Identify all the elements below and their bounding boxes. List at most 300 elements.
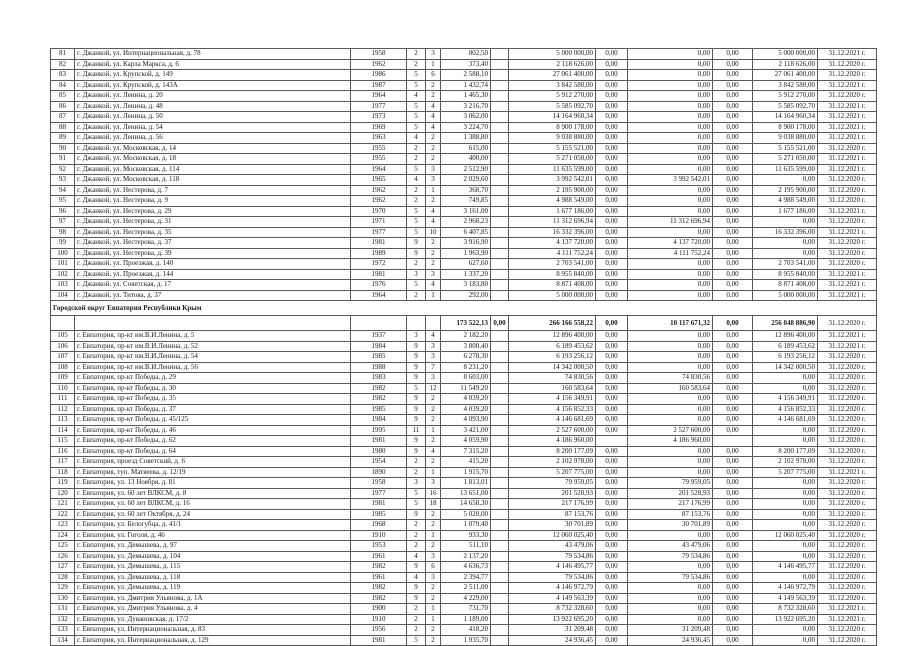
deadline-cell: 31.12.2021 г. (818, 269, 877, 280)
federal-funds-cell: 0,00 (596, 49, 628, 60)
total-cost-cell: 5 585 092,70 (509, 101, 596, 112)
owner-funds-cell: 8 955 840,00 (753, 269, 818, 280)
row-number-cell: 91 (51, 154, 75, 165)
regional-funds-cell: 0,00 (628, 280, 713, 291)
blank-cell (491, 436, 509, 447)
deadline-cell: 31.12.2020 г. (818, 394, 877, 405)
local-funds-cell: 0,00 (713, 488, 753, 499)
blank-cell (491, 562, 509, 573)
total-cost-cell: 2 102 978,00 (509, 457, 596, 468)
federal-funds-cell: 0,00 (596, 341, 628, 352)
table-row (51, 59, 877, 70)
federal-funds-cell: 0,00 (596, 122, 628, 133)
deadline-cell: 31.12.2020 г. (818, 404, 877, 415)
deadline-cell: 31.12.2020 г. (818, 425, 877, 436)
row-number-cell: 108 (51, 362, 75, 373)
owner-funds-cell: 12 060 025,40 (753, 530, 818, 541)
area-cell: 2 394,77 (441, 572, 491, 583)
year-built-cell: 1980 (351, 446, 407, 457)
entrances-cell: 2 (426, 520, 441, 531)
row-number-cell: 92 (51, 164, 75, 175)
regional-funds-cell: 0,00 (628, 415, 713, 426)
address-cell: г. Джанкой, ул. Интернациональная, д. 78 (75, 49, 351, 60)
total-cost-cell: 74 830,56 (509, 373, 596, 384)
blank-cell (491, 394, 509, 405)
group-total-cell: 256 048 886,90 (753, 316, 818, 331)
regional-funds-cell: 11 312 696,94 (628, 217, 713, 228)
entrances-cell: 2 (426, 238, 441, 249)
federal-funds-cell: 0,00 (596, 175, 628, 186)
year-built-cell: 1984 (351, 415, 407, 426)
owner-funds-cell: 0,00 (753, 478, 818, 489)
federal-funds-cell: 0,00 (596, 478, 628, 489)
regional-funds-cell: 4 111 752,24 (628, 248, 713, 259)
table-row (51, 467, 877, 478)
table-row (51, 509, 877, 520)
table-row (51, 604, 877, 615)
address-cell: г. Джанкой, ул. Нестерова, д. 35 (75, 227, 351, 238)
total-cost-cell: 4 146 972,79 (509, 583, 596, 594)
address-cell: г. Евпатория, пр-кт Победы, д. 35 (75, 394, 351, 405)
floors-cell: 5 (407, 80, 426, 91)
row-number-cell: 112 (51, 404, 75, 415)
regional-funds-cell: 43 479,06 (628, 541, 713, 552)
local-funds-cell: 0,00 (713, 352, 753, 363)
owner-funds-cell: 16 332 396,00 (753, 227, 818, 238)
federal-funds-cell: 0,00 (596, 488, 628, 499)
entrances-cell: 4 (426, 217, 441, 228)
area-cell: 1 963,90 (441, 248, 491, 259)
entrances-cell: 1 (426, 425, 441, 436)
floors-cell: 2 (407, 143, 426, 154)
area-cell: 4 059,90 (441, 436, 491, 447)
entrances-cell: 4 (426, 280, 441, 291)
local-funds-cell: 0,00 (713, 80, 753, 91)
year-built-cell: 1982 (351, 593, 407, 604)
row-number-cell: 129 (51, 583, 75, 594)
area-cell: 1 337,20 (441, 269, 491, 280)
deadline-cell: 31.12.2020 г. (818, 143, 877, 154)
row-number-cell: 99 (51, 238, 75, 249)
table-row (51, 562, 877, 573)
blank-cell (491, 604, 509, 615)
area-cell: 3 161,00 (441, 206, 491, 217)
row-number-cell: 88 (51, 122, 75, 133)
floors-cell: 2 (407, 614, 426, 625)
year-built-cell: 1982 (351, 562, 407, 573)
regional-funds-cell: 0,00 (628, 331, 713, 342)
federal-funds-cell: 0,00 (596, 70, 628, 81)
table-row (51, 614, 877, 625)
blank-cell (491, 583, 509, 594)
address-cell: г. Евпатория, пр-кт Победы, д. 46 (75, 425, 351, 436)
floors-cell: 9 (407, 415, 426, 426)
owner-funds-cell: 4 149 563,39 (753, 593, 818, 604)
table-row (51, 143, 877, 154)
floors-cell: 2 (407, 59, 426, 70)
address-cell: г. Евпатория, ул. Демышева, д. 118 (75, 572, 351, 583)
deadline-cell: 31.12.2020 г. (818, 583, 877, 594)
blank-cell (491, 541, 509, 552)
floors-cell: 2 (407, 625, 426, 636)
owner-funds-cell: 8 871 408,00 (753, 280, 818, 291)
entrances-cell: 2 (426, 196, 441, 207)
year-built-cell: 1985 (351, 404, 407, 415)
owner-funds-cell: 2 118 626,00 (753, 59, 818, 70)
area-cell: 8 231,20 (441, 362, 491, 373)
blank-cell (491, 164, 509, 175)
federal-funds-cell: 0,00 (596, 499, 628, 510)
row-number-cell: 89 (51, 133, 75, 144)
floors-cell: 3 (407, 269, 426, 280)
area-cell: 2 968,23 (441, 217, 491, 228)
local-funds-cell: 0,00 (713, 101, 753, 112)
deadline-cell: 31.12.2021 г. (818, 331, 877, 342)
owner-funds-cell: 4 146 972,79 (753, 583, 818, 594)
area-cell: 6 407,85 (441, 227, 491, 238)
row-number-cell: 87 (51, 112, 75, 123)
entrances-cell: 3 (426, 551, 441, 562)
area-cell: 2 182,20 (441, 331, 491, 342)
address-cell: г. Евпатория, пр-кт им.В.И.Ленина, д. 56 (75, 362, 351, 373)
row-number-cell: 100 (51, 248, 75, 259)
deadline-cell: 31.12.2020 г. (818, 509, 877, 520)
federal-funds-cell: 0,00 (596, 593, 628, 604)
total-cost-cell: 4 146 495,77 (509, 562, 596, 573)
row-number-cell: 113 (51, 415, 75, 426)
owner-funds-cell: 0,00 (753, 238, 818, 249)
owner-funds-cell: 0,00 (753, 425, 818, 436)
address-cell: г. Евпатория, проезд Советский, д. 6 (75, 457, 351, 468)
blank-cell (491, 446, 509, 457)
floors-cell: 2 (407, 467, 426, 478)
regional-funds-cell: 0,00 (628, 530, 713, 541)
federal-funds-cell: 0,00 (596, 259, 628, 270)
deadline-cell: 31.12.2020 г. (818, 248, 877, 259)
address-cell: г. Джанкой, ул. Нестерова, д. 9 (75, 196, 351, 207)
year-built-cell: 1985 (351, 509, 407, 520)
owner-funds-cell: 4 146 681,69 (753, 415, 818, 426)
regional-funds-cell: 0,00 (628, 404, 713, 415)
blank-cell (491, 530, 509, 541)
owner-funds-cell: 0,00 (753, 436, 818, 447)
owner-funds-cell: 0,00 (753, 520, 818, 531)
total-cost-cell: 79 959,05 (509, 478, 596, 489)
regional-funds-cell: 4 137 720,00 (628, 238, 713, 249)
area-cell: 3 421,00 (441, 425, 491, 436)
local-funds-cell: 0,00 (713, 196, 753, 207)
area-cell: 4 229,00 (441, 593, 491, 604)
total-cost-cell: 12 896 400,00 (509, 331, 596, 342)
regional-funds-cell: 0,00 (628, 206, 713, 217)
entrances-cell: 2 (426, 259, 441, 270)
federal-funds-cell: 0,00 (596, 217, 628, 228)
address-cell: г. Евпатория, ул. Демышева, д. 97 (75, 541, 351, 552)
blank-cell (491, 175, 509, 186)
total-cost-cell: 12 060 025,40 (509, 530, 596, 541)
blank-cell (491, 457, 509, 468)
blank-cell (491, 362, 509, 373)
deadline-cell: 31.12.2021 г. (818, 280, 877, 291)
year-built-cell: 1981 (351, 499, 407, 510)
floors-cell: 5 (407, 488, 426, 499)
local-funds-cell: 0,00 (713, 635, 753, 646)
deadline-cell: 31.12.2020 г. (818, 185, 877, 196)
area-cell: 292,00 (441, 290, 491, 301)
address-cell: г. Евпатория, ул. Демышева, д. 119 (75, 583, 351, 594)
total-cost-cell: 5 207 775,00 (509, 467, 596, 478)
floors-cell: 9 (407, 593, 426, 604)
table-row (51, 112, 877, 123)
table-row (51, 206, 877, 217)
floors-cell: 4 (407, 175, 426, 186)
table-row (51, 341, 877, 352)
floors-cell: 9 (407, 373, 426, 384)
area-cell: 4 039,20 (441, 404, 491, 415)
floors-cell: 2 (407, 259, 426, 270)
row-number-cell: 123 (51, 520, 75, 531)
entrances-cell: 3 (426, 341, 441, 352)
table-row (51, 436, 877, 447)
row-number-cell: 101 (51, 259, 75, 270)
area-cell: 7 315,20 (441, 446, 491, 457)
local-funds-cell: 0,00 (713, 362, 753, 373)
year-built-cell: 1964 (351, 91, 407, 102)
table-row (51, 383, 877, 394)
regional-funds-cell: 0,00 (628, 227, 713, 238)
table-row (51, 49, 877, 60)
floors-cell: 9 (407, 341, 426, 352)
row-number-cell: 114 (51, 425, 75, 436)
address-cell: г. Евпатория, пр-кт Победы, д. 45/125 (75, 415, 351, 426)
blank-cell (491, 206, 509, 217)
regional-funds-cell: 0,00 (628, 101, 713, 112)
blank-cell (491, 373, 509, 384)
blank-cell (491, 227, 509, 238)
federal-funds-cell: 0,00 (596, 425, 628, 436)
entrances-cell: 2 (426, 457, 441, 468)
regional-funds-cell: 30 701,89 (628, 520, 713, 531)
regional-funds-cell: 31 209,48 (628, 625, 713, 636)
local-funds-cell: 0,00 (713, 562, 753, 573)
entrances-cell: 2 (426, 80, 441, 91)
entrances-cell: 2 (426, 541, 441, 552)
year-built-cell: 1961 (351, 551, 407, 562)
local-funds-cell: 0,00 (713, 614, 753, 625)
address-cell: г. Джанкой, ул. Ленина, д. 54 (75, 122, 351, 133)
entrances-cell: 16 (426, 488, 441, 499)
row-number-cell: 83 (51, 70, 75, 81)
address-cell: г. Джанкой, ул. Титова, д. 37 (75, 290, 351, 301)
group-total-cell: 10 117 671,32 (628, 316, 713, 331)
floors-cell: 5 (407, 499, 426, 510)
row-number-cell: 134 (51, 635, 75, 646)
area-cell: 2 588,10 (441, 70, 491, 81)
area-cell: 802,50 (441, 49, 491, 60)
deadline-cell: 31.12.2020 г. (818, 625, 877, 636)
year-built-cell: 1953 (351, 541, 407, 552)
total-cost-cell: 4 111 752,24 (509, 248, 596, 259)
entrances-cell: 2 (426, 133, 441, 144)
owner-funds-cell: 5 271 050,00 (753, 154, 818, 165)
year-built-cell: 1988 (351, 362, 407, 373)
owner-funds-cell: 0,00 (753, 488, 818, 499)
total-cost-cell: 5 271 050,00 (509, 154, 596, 165)
total-cost-cell: 14 342 000,50 (509, 362, 596, 373)
table-row (51, 331, 877, 342)
address-cell: г. Джанкой, ул. Нестерова, д. 39 (75, 248, 351, 259)
empty-cell (75, 316, 351, 331)
total-cost-cell: 14 164 960,34 (509, 112, 596, 123)
floors-cell: 9 (407, 583, 426, 594)
area-cell: 373,40 (441, 59, 491, 70)
table-row (51, 91, 877, 102)
deadline-cell: 31.12.2020 г. (818, 530, 877, 541)
owner-funds-cell: 4 146 495,77 (753, 562, 818, 573)
entrances-cell: 3 (426, 49, 441, 60)
table-row (51, 488, 877, 499)
group-total-cell: 173 522,13 (441, 316, 491, 331)
table-row (51, 551, 877, 562)
regional-funds-cell: 24 936,45 (628, 635, 713, 646)
deadline-cell: 31.12.2020 г. (818, 541, 877, 552)
regional-funds-cell: 0,00 (628, 133, 713, 144)
year-built-cell: 1989 (351, 248, 407, 259)
local-funds-cell: 0,00 (713, 541, 753, 552)
entrances-cell: 4 (426, 101, 441, 112)
area-cell: 3 062,00 (441, 112, 491, 123)
year-built-cell: 1958 (351, 49, 407, 60)
address-cell: г. Джанкой, ул. Крупской, д. 149 (75, 70, 351, 81)
regional-funds-cell: 79 534,86 (628, 572, 713, 583)
local-funds-cell: 0,00 (713, 248, 753, 259)
address-cell: г. Джанкой, ул. Московская, д. 118 (75, 175, 351, 186)
group-total-cell: 31.12.2020 г. (818, 316, 877, 331)
row-number-cell: 95 (51, 196, 75, 207)
regional-funds-cell: 0,00 (628, 185, 713, 196)
address-cell: г. Джанкой, ул. Ленина, д. 56 (75, 133, 351, 144)
federal-funds-cell: 0,00 (596, 248, 628, 259)
federal-funds-cell: 0,00 (596, 91, 628, 102)
address-cell: г. Джанкой, ул. Проезжая, д. 140 (75, 259, 351, 270)
federal-funds-cell: 0,00 (596, 80, 628, 91)
federal-funds-cell: 0,00 (596, 59, 628, 70)
regional-funds-cell: 0,00 (628, 562, 713, 573)
regional-funds-cell: 0,00 (628, 269, 713, 280)
owner-funds-cell: 5 155 521,00 (753, 143, 818, 154)
floors-cell: 11 (407, 425, 426, 436)
row-number-cell: 93 (51, 175, 75, 186)
entrances-cell: 2 (426, 635, 441, 646)
owner-funds-cell: 5 207 775,00 (753, 467, 818, 478)
total-cost-cell: 9 038 880,00 (509, 133, 596, 144)
owner-funds-cell: 4 156 852,33 (753, 404, 818, 415)
regional-funds-cell: 0,00 (628, 446, 713, 457)
row-number-cell: 104 (51, 290, 75, 301)
address-cell: г. Евпатория, ул. Дмитрия Ульянова, д. 4 (75, 604, 351, 615)
total-cost-cell: 8 900 178,00 (509, 122, 596, 133)
total-cost-cell: 27 061 400,00 (509, 70, 596, 81)
floors-cell: 9 (407, 248, 426, 259)
federal-funds-cell: 0,00 (596, 572, 628, 583)
year-built-cell: 1982 (351, 583, 407, 594)
total-cost-cell: 201 528,93 (509, 488, 596, 499)
federal-funds-cell: 0,00 (596, 541, 628, 552)
federal-funds-cell: 0,00 (596, 164, 628, 175)
year-built-cell: 1986 (351, 70, 407, 81)
local-funds-cell: 0,00 (713, 331, 753, 342)
owner-funds-cell: 5 000 000,00 (753, 290, 818, 301)
regional-funds-cell: 2 527 600,00 (628, 425, 713, 436)
owner-funds-cell: 0,00 (753, 625, 818, 636)
year-built-cell: 1958 (351, 478, 407, 489)
owner-funds-cell: 8 732 328,60 (753, 604, 818, 615)
address-cell: г. Джанкой, ул. Ленина, д. 50 (75, 112, 351, 123)
floors-cell: 2 (407, 541, 426, 552)
area-cell: 3 800,40 (441, 341, 491, 352)
year-built-cell: 1985 (351, 352, 407, 363)
local-funds-cell: 0,00 (713, 122, 753, 133)
federal-funds-cell: 0,00 (596, 415, 628, 426)
table-row (51, 425, 877, 436)
area-cell: 4 636,73 (441, 562, 491, 573)
owner-funds-cell: 13 922 695,20 (753, 614, 818, 625)
federal-funds-cell: 0,00 (596, 635, 628, 646)
address-cell: г. Евпатория, ул. Гоголя, д. 46 (75, 530, 351, 541)
federal-funds-cell: 0,00 (596, 551, 628, 562)
owner-funds-cell: 0,00 (753, 551, 818, 562)
blank-cell (491, 520, 509, 531)
total-cost-cell: 8 200 177,09 (509, 446, 596, 457)
address-cell: г. Евпатория, ул. 60 лет ВЛКСМ, д. 16 (75, 499, 351, 510)
address-cell: г. Джанкой, ул. Проезжая, д. 144 (75, 269, 351, 280)
row-number-cell: 96 (51, 206, 75, 217)
blank-cell (491, 352, 509, 363)
regional-funds-cell: 160 583,64 (628, 383, 713, 394)
owner-funds-cell: 14 342 000,50 (753, 362, 818, 373)
address-cell: г. Джанкой, ул. Московская, д. 114 (75, 164, 351, 175)
total-cost-cell: 2 118 626,00 (509, 59, 596, 70)
year-built-cell: 1963 (351, 133, 407, 144)
table-row (51, 446, 877, 457)
area-cell: 627,60 (441, 259, 491, 270)
floors-cell: 5 (407, 383, 426, 394)
local-funds-cell: 0,00 (713, 206, 753, 217)
year-built-cell: 1983 (351, 373, 407, 384)
owner-funds-cell: 0,00 (753, 217, 818, 228)
blank-cell (491, 59, 509, 70)
blank-cell (491, 341, 509, 352)
owner-funds-cell: 4 156 349,91 (753, 394, 818, 405)
floors-cell: 2 (407, 457, 426, 468)
entrances-cell: 4 (426, 331, 441, 342)
deadline-cell: 31.12.2020 г. (818, 478, 877, 489)
total-cost-cell: 11 312 696,94 (509, 217, 596, 228)
federal-funds-cell: 0,00 (596, 446, 628, 457)
entrances-cell: 3 (426, 175, 441, 186)
address-cell: г. Евпатория, пр-кт Победы, д. 29 (75, 373, 351, 384)
entrances-cell: 4 (426, 446, 441, 457)
area-cell: 4 093,90 (441, 415, 491, 426)
area-cell: 1 915,70 (441, 467, 491, 478)
deadline-cell: 31.12.2020 г. (818, 373, 877, 384)
blank-cell (491, 509, 509, 520)
entrances-cell: 2 (426, 436, 441, 447)
blank-cell (491, 572, 509, 583)
regional-funds-cell: 0,00 (628, 290, 713, 301)
federal-funds-cell: 0,00 (596, 467, 628, 478)
floors-cell: 2 (407, 290, 426, 301)
